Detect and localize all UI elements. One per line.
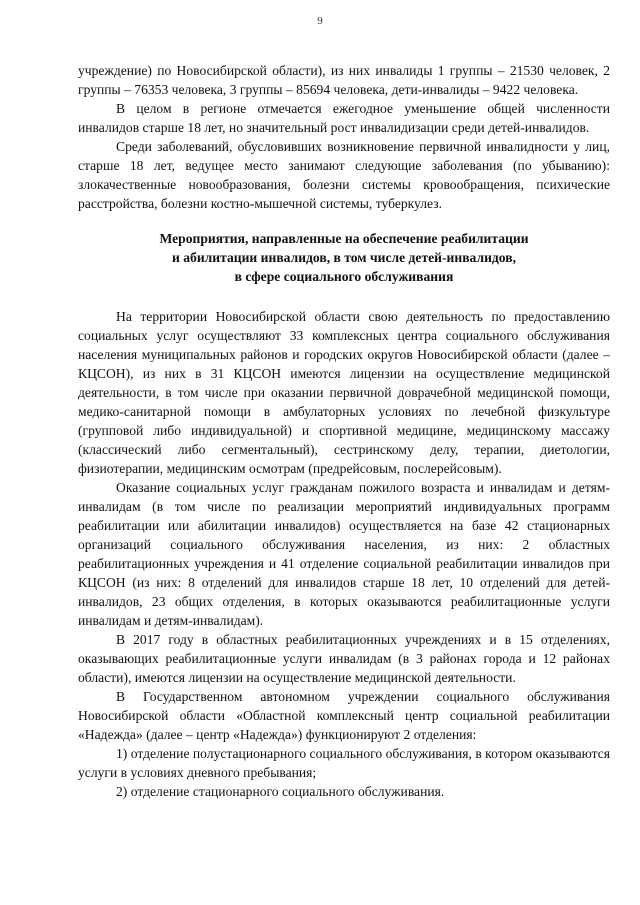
paragraph-kcson-centers: На территории Новосибирской области свою деятельность по предоставлению социальных услуг осуществляют 33 комплексных центра социального обслуживания населения муниципальных районов и городских округов Новосибирской области (далее – КЦСОН), из них в 31 КЦСОН имеются лицензии на осуществление медицинской деятельности, в том числе при оказании первичной доврачебной медицинской помощи, медико-санитарной помощи в амбулаторных условиях по лечебной физкультуре (групповой либо индивидуальной) и спортивной медицине, медицинскому массажу (классический либо сегментальный), сестринскому делу, терапии, диетологии, физиотерапии, медицинским осмотрам (предрейсовым, послерейсовым). <box>78 309 610 476</box>
paragraph-disability-groups: учреждение) по Новосибирской области), из них инвалиды 1 группы – 21530 человек, 2 группы – 76353 человека, 3 группы – 85694 человека, дети-инвалиды – 9422 человека. <box>78 63 610 97</box>
section-heading-line-2: и абилитации инвалидов, в том числе детей-инвалидов, <box>172 250 516 265</box>
section-heading-line-3: в сфере социального обслуживания <box>234 269 454 284</box>
paragraph-stationary-organizations: Оказание социальных услуг гражданам пожилого возраста и инвалидам и детям-инвалидам (в том числе по реализации мероприятий индивидуальных программ реабилитации или абилитации инвалидов) осуществляется на базе 42 стационарных организаций социального обслуживания населения, из них: 2 областных реабилитационных учреждения и 41 отделение социальной реабилитации инвалидов при КЦСОН (из них: 8 отделений для инвалидов старше 18 лет, 10 отделений для детей-инвалидов, 23 общих отделения, в которых оказываются реабилитационные услуги инвалидам и детям-инвалидам). <box>78 480 610 628</box>
paragraph-disability-trend: В целом в регионе отмечается ежегодное уменьшение общей численности инвалидов старше 18 лет, но значительный рост инвалидизации среди детей-инвалидов. <box>78 101 610 135</box>
list-item-stationary: 2) отделение стационарного социального обслуживания. <box>116 784 445 799</box>
spacer <box>78 213 610 229</box>
paragraph-2017-licenses: В 2017 году в областных реабилитационных учреждениях и в 15 отделениях, оказывающих реабилитационные услуги инвалидам (в 3 районах города и 12 районах области), имеются лицензии на осуществление медицинской деятельности. <box>78 632 610 685</box>
section-heading <box>78 229 610 286</box>
page-number: 9 <box>317 15 323 27</box>
document-body <box>78 61 610 801</box>
paragraph-nadezhda-center: В Государственном автономном учреждении социального обслуживания Новосибирской области «Областной комплексный центр социальной реабилитации «Надежда» (далее – центр «Надежда») функционируют 2 отделения: <box>78 689 610 742</box>
list-item-semi-stationary: 1) отделение полустационарного социального обслуживания, в котором оказываются услуги в условиях дневного пребывания; <box>78 746 610 780</box>
spacer <box>78 286 610 307</box>
paragraph-disease-causes: Среди заболеваний, обусловивших возникновение первичной инвалидности у лиц, старше 18 лет, ведущее место занимают следующие заболевания (по убыванию): злокачественные новообразования, болезни системы кровообращения, психические расстройства, болезни костно-мышечной системы, туберкулез. <box>78 139 610 211</box>
section-heading-line-1: Мероприятия, направленные на обеспечение реабилитации <box>159 231 529 246</box>
